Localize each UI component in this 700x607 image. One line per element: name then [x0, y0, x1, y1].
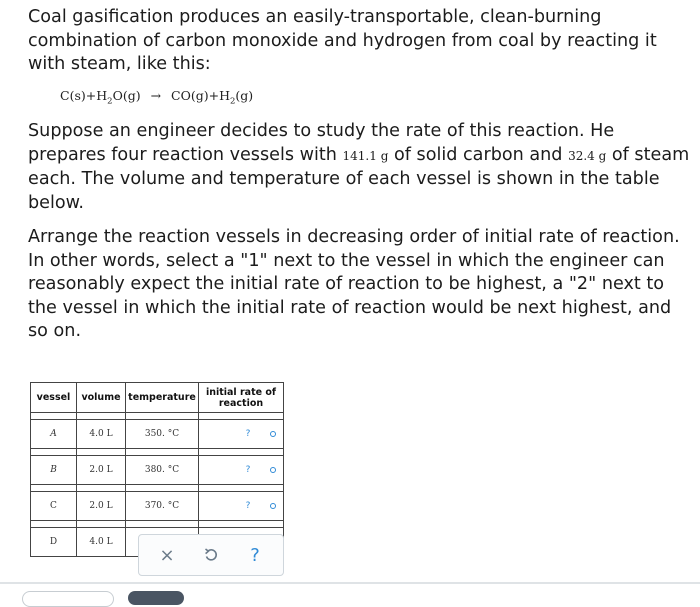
- volume-cell: 2.0 L: [77, 456, 126, 485]
- header-initial-rate: initial rate of reaction: [199, 383, 284, 413]
- header-vessel: vessel: [31, 383, 77, 413]
- header-volume: volume: [77, 383, 126, 413]
- dropdown-indicator-icon: [270, 431, 276, 437]
- footer-right-button[interactable]: [128, 591, 184, 605]
- undo-icon: [203, 547, 219, 563]
- temperature-cell: 370. °C: [126, 492, 199, 521]
- carbon-mass: 141.1 g: [342, 148, 389, 163]
- clear-button[interactable]: [152, 545, 182, 566]
- footer-left-button[interactable]: [22, 591, 114, 607]
- instructions-paragraph: Arrange the reaction vessels in decreasing order of initial rate of reaction. In other words, select a "1" next to the vessel in which the engineer can reasonably expect the initial rate of reaction to be highest, a "2" next to the vessel in which the initial rate of reaction would be next highest, and so on.: [28, 227, 680, 341]
- rate-value: ?: [245, 501, 251, 511]
- table-header-row: [31, 383, 284, 413]
- help-icon: ?: [250, 544, 260, 566]
- temperature-cell: 380. °C: [126, 456, 199, 485]
- temperature-cell: 350. °C: [126, 420, 199, 449]
- rate-value: ?: [245, 429, 251, 439]
- volume-cell: 4.0 L: [77, 420, 126, 449]
- setup-paragraph: Suppose an engineer decides to study the rate of this reaction. He prepares four reaction vessels with 141.1 g of solid carbon and 32.4 g of steam each. The volume and temperature of each vessel is shown in the table below.: [28, 121, 690, 213]
- table-row: [31, 420, 284, 449]
- dropdown-indicator-icon: [270, 467, 276, 473]
- help-button[interactable]: [240, 545, 270, 566]
- undo-button[interactable]: [196, 547, 226, 563]
- volume-cell: 4.0 L: [77, 528, 126, 557]
- volume-cell: 2.0 L: [77, 492, 126, 521]
- header-temperature: temperature: [126, 383, 199, 413]
- reaction-equation: $C(s)+H_2O(g) \to CO(g)+H_2(g)$: [60, 88, 254, 107]
- footer-divider: [0, 582, 700, 584]
- rate-select[interactable]: [199, 420, 284, 449]
- answer-toolbar: [138, 534, 284, 576]
- reaction-arrow: →: [150, 88, 162, 103]
- vessel-cell: B: [31, 456, 77, 485]
- vessel-cell: A: [31, 420, 77, 449]
- steam-mass: 32.4 g: [568, 148, 607, 163]
- table-row: [31, 456, 284, 485]
- rate-select[interactable]: [199, 492, 284, 521]
- close-icon: ×: [159, 544, 175, 566]
- vessel-cell: D: [31, 528, 77, 557]
- dropdown-indicator-icon: [270, 503, 276, 509]
- intro-paragraph: Coal gasification produces an easily-transportable, clean-burning combination of carbon monoxide and hydrogen from coal by reacting it with steam, like this:: [28, 7, 657, 74]
- rate-select[interactable]: [199, 456, 284, 485]
- table-row: [31, 492, 284, 521]
- rate-value: ?: [245, 465, 251, 475]
- vessel-table: [30, 382, 284, 557]
- vessel-cell: C: [31, 492, 77, 521]
